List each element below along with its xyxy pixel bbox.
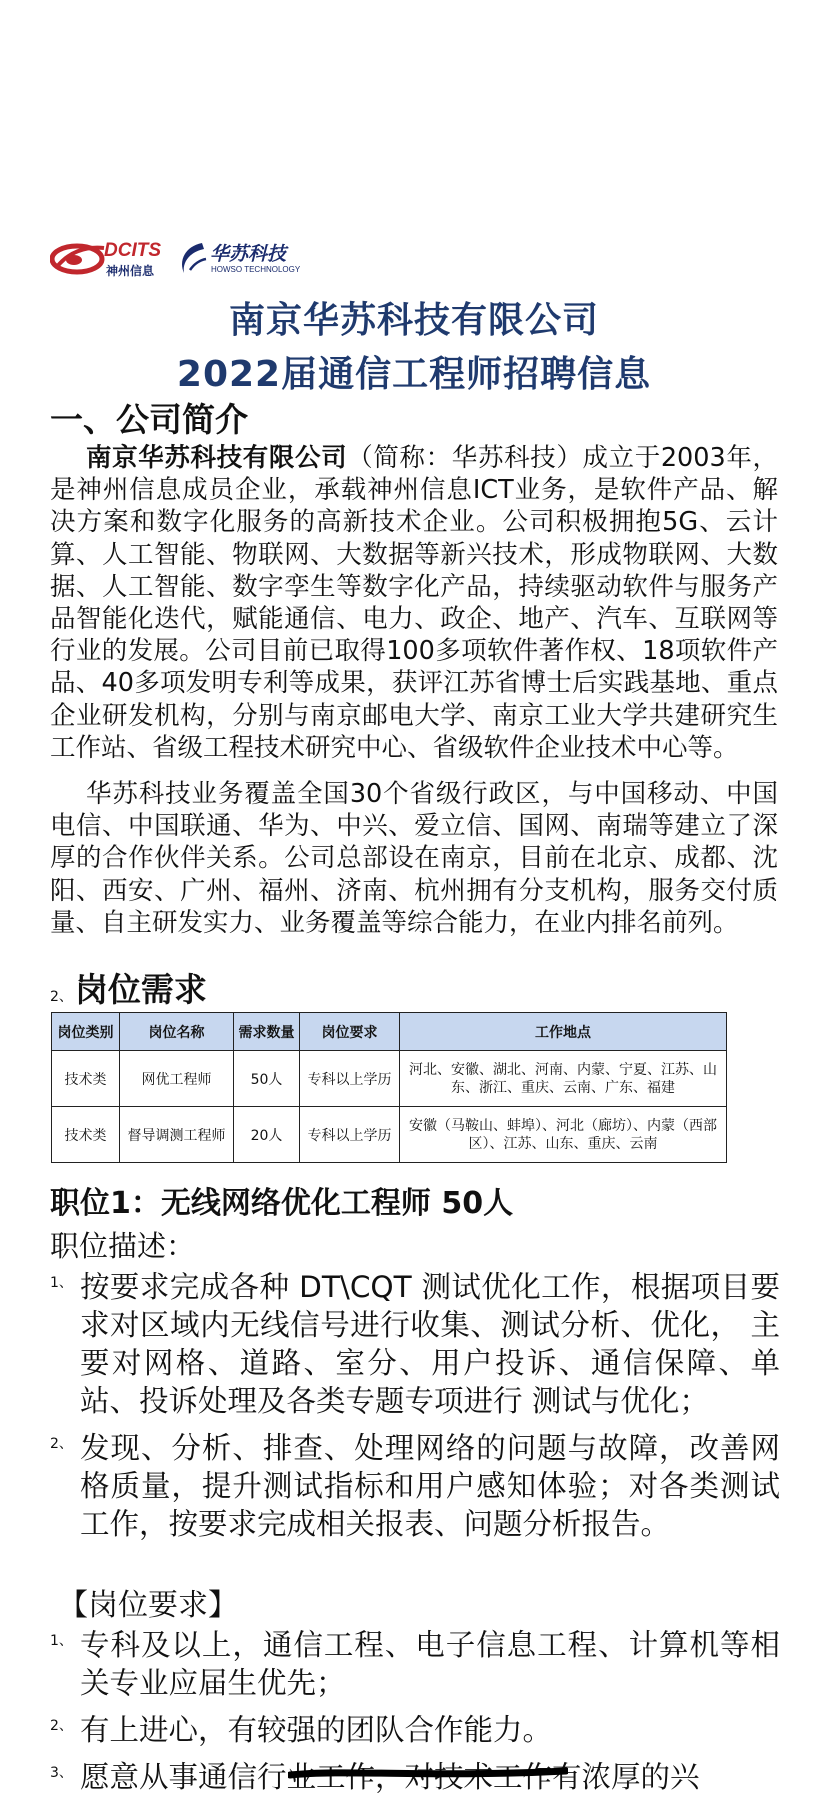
cell-position: 网优工程师 (120, 1051, 234, 1107)
list-item-number: 2、 (50, 1718, 73, 1734)
cell-category: 技术类 (52, 1107, 120, 1163)
list-item-number: 1、 (50, 1275, 73, 1291)
company-title: 南京华苏科技有限公司 (228, 300, 599, 341)
section-positions-title: 岗位需求 (74, 970, 207, 1009)
cell-requirement: 专科以上学历 (300, 1107, 400, 1163)
section-positions-heading (50, 964, 207, 1011)
dcits-swirl-icon (50, 238, 108, 278)
company-intro-text: （简称：华苏科技）成立于2003年， 是神州信息成员企业，承载神州信息ICT业务，是软件产品、解决方案和数字化服务的高新技术企业。公司积极拥抱5G、云计算、人工智能、物联网、大数据等新兴技术，形成物联网、大数据、人工智能、数字孪生等数字化产品，持续驱动软件与服务产品智能化迭代，赋能通信、电力、政企、地产、汽车、互联网等行业的发展。公司目前已取得100多项软件著作权、18项软件产品、40多项发明专利等成果，获评江苏省博士后实践基地、重点企业研发机构，分别与南京邮电大学、南京工业大学共建研究生工作站、省级工程技术研究中心、省级软件企业技术中心等。 (50, 443, 778, 763)
cell-quantity: 20人 (234, 1107, 300, 1163)
company-intro-paragraph (50, 442, 778, 764)
list-item-text: 发现、分析、排查、处理网络的问题与故障，改善网格质量，提升测试指标和用户感知体验；对各类测试工作，按要求完成相关报表、问题分析报告。 (80, 1431, 780, 1541)
cell-location: 安徽（马鞍山、蚌埠）、河北（廊坊）、内蒙（西部区）、江苏、山东、重庆、云南 (400, 1107, 727, 1163)
job1-title: 职位1：无线网络优化工程师 50人 (50, 1186, 514, 1221)
dcits-logo (50, 236, 174, 280)
dcits-logo-text: DCITS (104, 240, 161, 261)
list-item-text: 专科及以上，通信工程、电子信息工程、计算机等相关专业应届生优先； (80, 1628, 780, 1700)
list-item-text: 愿意从事通信行业工作，对技术工作有浓厚的兴 (80, 1760, 700, 1794)
section-company-heading: 一、公司简介 (50, 400, 248, 439)
cell-position: 督导调测工程师 (120, 1107, 234, 1163)
table-header-row (52, 1013, 727, 1051)
list-item-number: 1、 (50, 1633, 73, 1649)
header-position: 岗位名称 (120, 1013, 234, 1051)
dcits-logo-cn: 神州信息 (106, 264, 155, 278)
job1-desc-label: 职位描述： (50, 1229, 196, 1263)
section-number: 2、 (50, 989, 73, 1005)
header-requirement: 岗位要求 (300, 1013, 400, 1051)
cell-quantity: 50人 (234, 1051, 300, 1107)
job1-duties-list (50, 1268, 780, 1552)
header-category: 岗位类别 (52, 1013, 120, 1051)
recruitment-title: 2022届通信工程师招聘信息 (176, 354, 652, 395)
list-item-number: 2、 (50, 1436, 73, 1452)
redaction-scribble (288, 1766, 568, 1780)
logo-row (50, 236, 306, 280)
company-name-bold: 南京华苏科技有限公司 (86, 443, 348, 473)
list-item (50, 1711, 780, 1749)
table-row (52, 1051, 727, 1107)
cell-location: 河北、安徽、湖北、河南、内蒙、宁夏、江苏、山东、浙江、重庆、云南、广东、福建 (400, 1051, 727, 1107)
header-location: 工作地点 (400, 1013, 727, 1051)
howso-logo-cn: 华苏科技 (210, 243, 287, 265)
howso-logo (176, 236, 306, 280)
header-quantity: 需求数量 (234, 1013, 300, 1051)
job1-requirements-label: 【岗位要求】 (58, 1588, 238, 1623)
table-row (52, 1107, 727, 1163)
cell-category: 技术类 (52, 1051, 120, 1107)
cell-requirement: 专科以上学历 (300, 1051, 400, 1107)
list-item (50, 1429, 780, 1543)
list-item (50, 1626, 780, 1702)
list-item-text: 有上进心，有较强的团队合作能力。 (80, 1713, 553, 1747)
howso-swoosh-icon (176, 240, 208, 276)
howso-logo-en: HOWSO TECHNOLOGY (211, 265, 301, 274)
list-item-text: 按要求完成各种 DT\CQT 测试优化工作，根据项目要求对区域内无线信号进行收集、测试分析、优化， 主要对网格、道路、室分、用户投诉、通信保障、单站、投诉处理及各类专题专项进行 测试与优化； (80, 1270, 780, 1418)
list-item-number: 3、 (50, 1765, 73, 1781)
company-business-paragraph: 华苏科技业务覆盖全国30个省级行政区，与中国移动、中国电信、中国联通、华为、中兴、爱立信、国网、南瑞等建立了深厚的合作伙伴关系。公司总部设在南京，目前在北京、成都、沈阳、西安、广州、福州、济南、杭州拥有分支机构，服务交付质量、自主研发实力、业务覆盖等综合能力，在业内排名前列。 (50, 779, 778, 938)
list-item (50, 1268, 780, 1420)
positions-table (51, 1012, 727, 1163)
